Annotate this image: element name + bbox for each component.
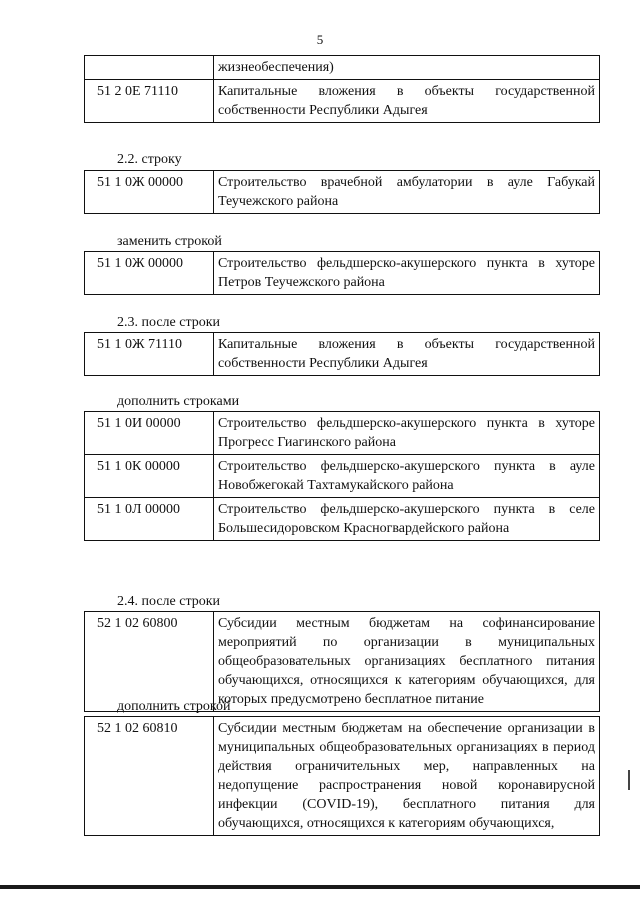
description-cell: Субсидии местным бюджетам на софинансирование мероприятий по организации в муниципальных общеобразовательных организациях бесплатного питания обучающихся, относящихся к категориям обучающихся, для которых предусмотрено бесплатное питание [214,612,600,712]
table-row [85,498,600,541]
budget-code-cell: 52 1 02 60800 [85,612,214,712]
table-row [85,333,600,376]
description-cell: Капитальные вложения в объекты государственной собственности Республики Адыгея [214,80,600,123]
page-bottom-border [0,885,640,889]
page-number: 5 [316,32,324,47]
section-heading-2-2: 2.2. строку [117,152,182,167]
table-added-row [84,716,600,836]
table-after-row [84,332,600,376]
budget-code-cell: 51 2 0Е 71110 [85,80,214,123]
budget-code-cell: 51 1 0К 00000 [85,455,214,498]
description-cell: Строительство фельдшерско-акушерского пункта в селе Большесидоровском Красногвардейского района [214,498,600,541]
table-row [85,56,600,80]
description-cell: Капитальные вложения в объекты государственной собственности Республики Адыгея [214,333,600,376]
description-cell: Строительство фельдшерско-акушерского пункта в ауле Новобжегокай Тахтамукайского района [214,455,600,498]
table-continuation [84,55,600,123]
table-row [85,171,600,214]
description-cell: Строительство фельдшерско-акушерского пункта в хуторе Петров Теучежского района [214,252,600,295]
section-heading-add-rows: дополнить строками [117,394,240,409]
section-heading-2-3: 2.3. после строки [117,315,221,330]
table-replacement-row [84,251,600,295]
budget-code-cell: 51 1 0Ж 71110 [85,333,214,376]
description-cell: Строительство врачебной амбулатории в ауле Габукай Теучежского района [214,171,600,214]
table-row [85,252,600,295]
section-heading-2-4: 2.4. после строки [117,594,221,609]
budget-code-cell: 51 1 0Л 00000 [85,498,214,541]
table-row [85,455,600,498]
section-heading-add-row: дополнить строкой [117,699,231,714]
budget-code-cell: 51 1 0И 00000 [85,412,214,455]
description-cell: Субсидии местным бюджетам на обеспечение организации в муниципальных общеобразовательных организациях в период действия ограничительных мер, направленных на недопущение распространения новой коронавирусной инфекции (COVID-19), бесплатного питания для обучающихся, относящихся к категориям обучающихся, [214,717,600,836]
table-row [85,412,600,455]
budget-code-cell: 52 1 02 60810 [85,717,214,836]
table-after-row-2 [84,611,600,712]
description-cell: жизнеобеспечения) [214,56,600,80]
budget-code-cell [85,56,214,80]
scan-edge-mark [628,770,630,790]
table-added-rows [84,411,600,541]
budget-code-cell: 51 1 0Ж 00000 [85,171,214,214]
section-heading-replace: заменить строкой [117,234,222,249]
table-row [85,717,600,836]
table-row [85,80,600,123]
table-row [85,612,600,712]
table-row-to-replace [84,170,600,214]
budget-code-cell: 51 1 0Ж 00000 [85,252,214,295]
description-cell: Строительство фельдшерско-акушерского пункта в хуторе Прогресс Гиагинского района [214,412,600,455]
